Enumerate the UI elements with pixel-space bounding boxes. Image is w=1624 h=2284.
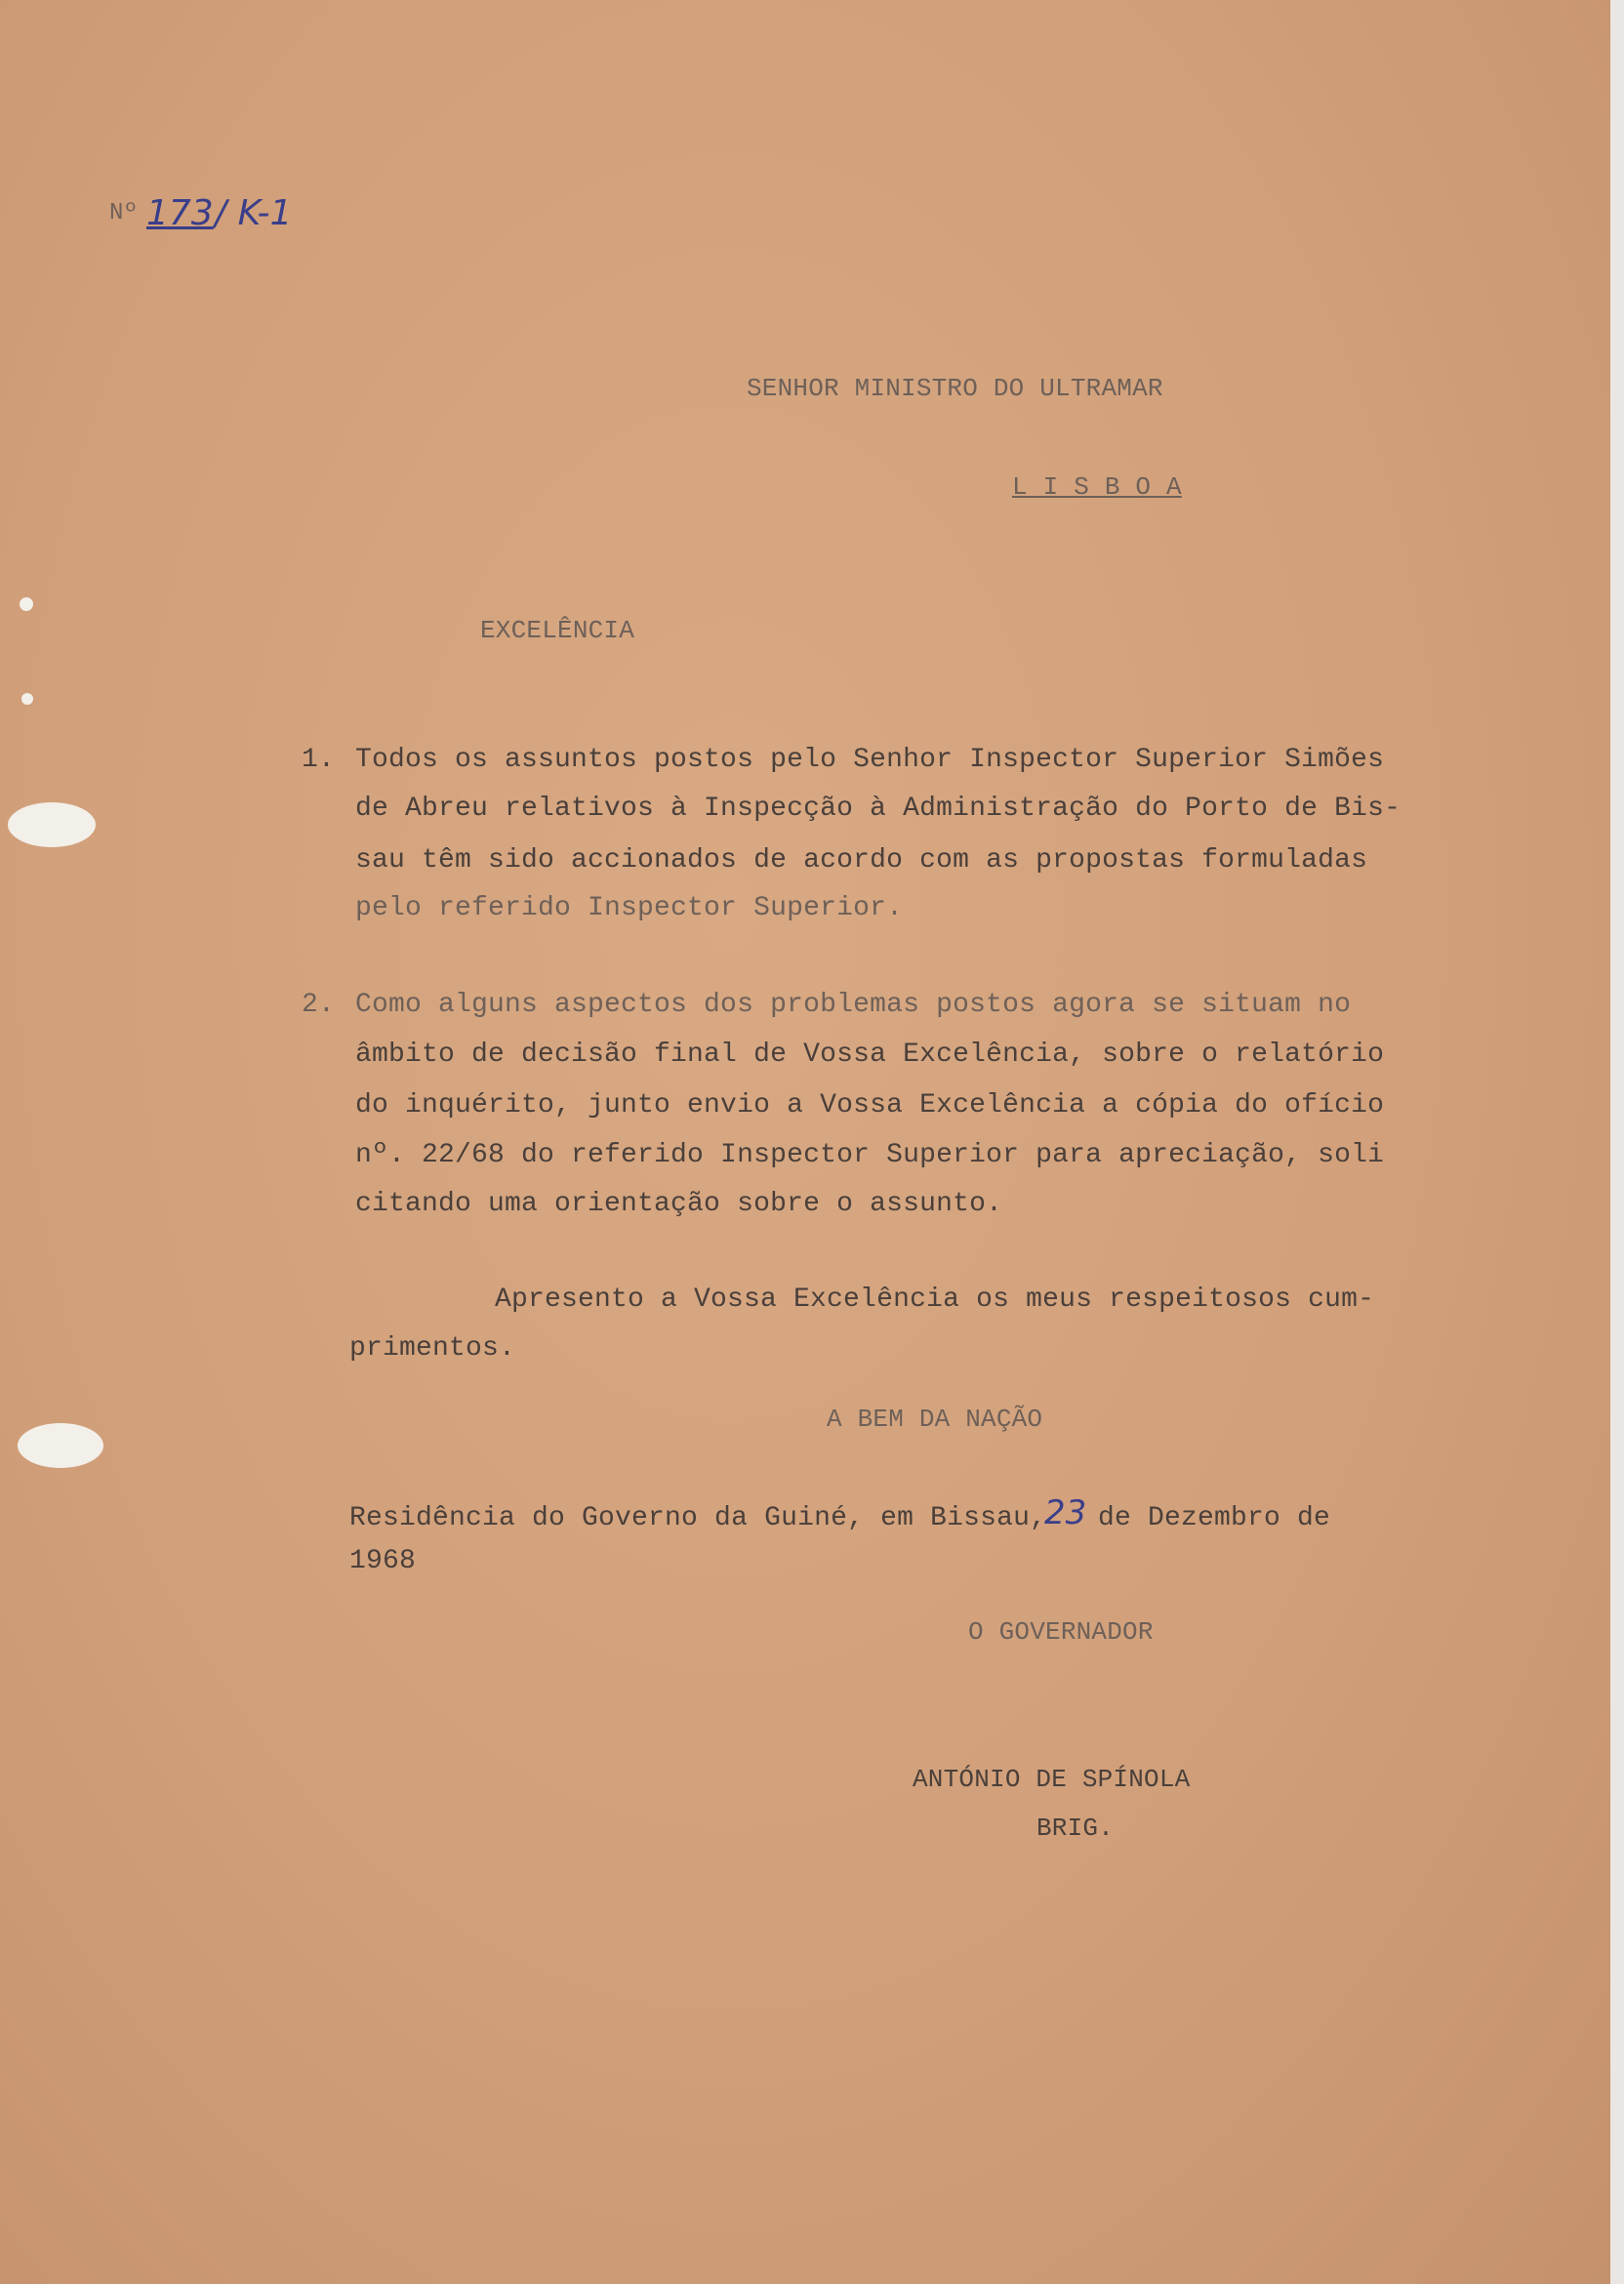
paragraph-line: citando uma orientação sobre o assunto.	[355, 1189, 1003, 1219]
addressee-city: L I S B O A	[1012, 472, 1182, 502]
punch-hole	[18, 1423, 103, 1468]
punch-hole	[21, 693, 33, 705]
salutation: EXCELÊNCIA	[480, 616, 635, 645]
paragraph-line: âmbito de decisão final de Vossa Excelência, sobre o relatório	[355, 1040, 1385, 1070]
paper-edge	[1610, 0, 1624, 2284]
reference-handwritten-number: 173	[146, 193, 214, 233]
closing-line-2: primentos.	[349, 1333, 516, 1364]
closing-line-1: Apresento a Vossa Excelência os meus respeitosos cum-	[495, 1285, 1375, 1315]
place-text: Residência do Governo da Guiné, em Bissau,	[349, 1503, 1047, 1533]
paragraph-line: Todos os assuntos postos pelo Senhor Inspector Superior Simões	[355, 745, 1385, 775]
motto: A BEM DA NAÇÃO	[827, 1405, 1043, 1434]
paragraph-line: pelo referido Inspector Superior.	[355, 893, 904, 923]
handwritten-day: 23	[1044, 1493, 1087, 1532]
reference-prefix: Nº	[109, 200, 139, 226]
paragraph-number: 1.	[302, 745, 336, 775]
paragraph-line: do inquérito, junto envio a Vossa Excelência a cópia do ofício	[355, 1090, 1385, 1121]
punch-hole	[20, 597, 33, 611]
punch-hole	[8, 802, 96, 847]
paragraph-line: de Abreu relativos à Inspecção à Administração do Porto de Bis-	[355, 794, 1401, 824]
reference-handwritten-suffix: / K-1	[215, 193, 293, 233]
paragraph-number: 2.	[302, 990, 336, 1020]
paragraph-line: Como alguns aspectos dos problemas postos agora se situam no	[355, 990, 1352, 1020]
paragraph-line: nº. 22/68 do referido Inspector Superior para apreciação, soli	[355, 1140, 1385, 1170]
year-text: 1968	[349, 1546, 417, 1576]
signatory-name: ANTÓNIO DE SPÍNOLA	[913, 1765, 1191, 1794]
signatory-title: O GOVERNADOR	[968, 1617, 1154, 1647]
paragraph-line: sau têm sido accionados de acordo com as propostas formuladas	[355, 845, 1368, 876]
signatory-rank: BRIG.	[1036, 1814, 1115, 1843]
month-text: de Dezembro de	[1081, 1503, 1331, 1533]
addressee-title: SENHOR MINISTRO DO ULTRAMAR	[747, 374, 1163, 403]
